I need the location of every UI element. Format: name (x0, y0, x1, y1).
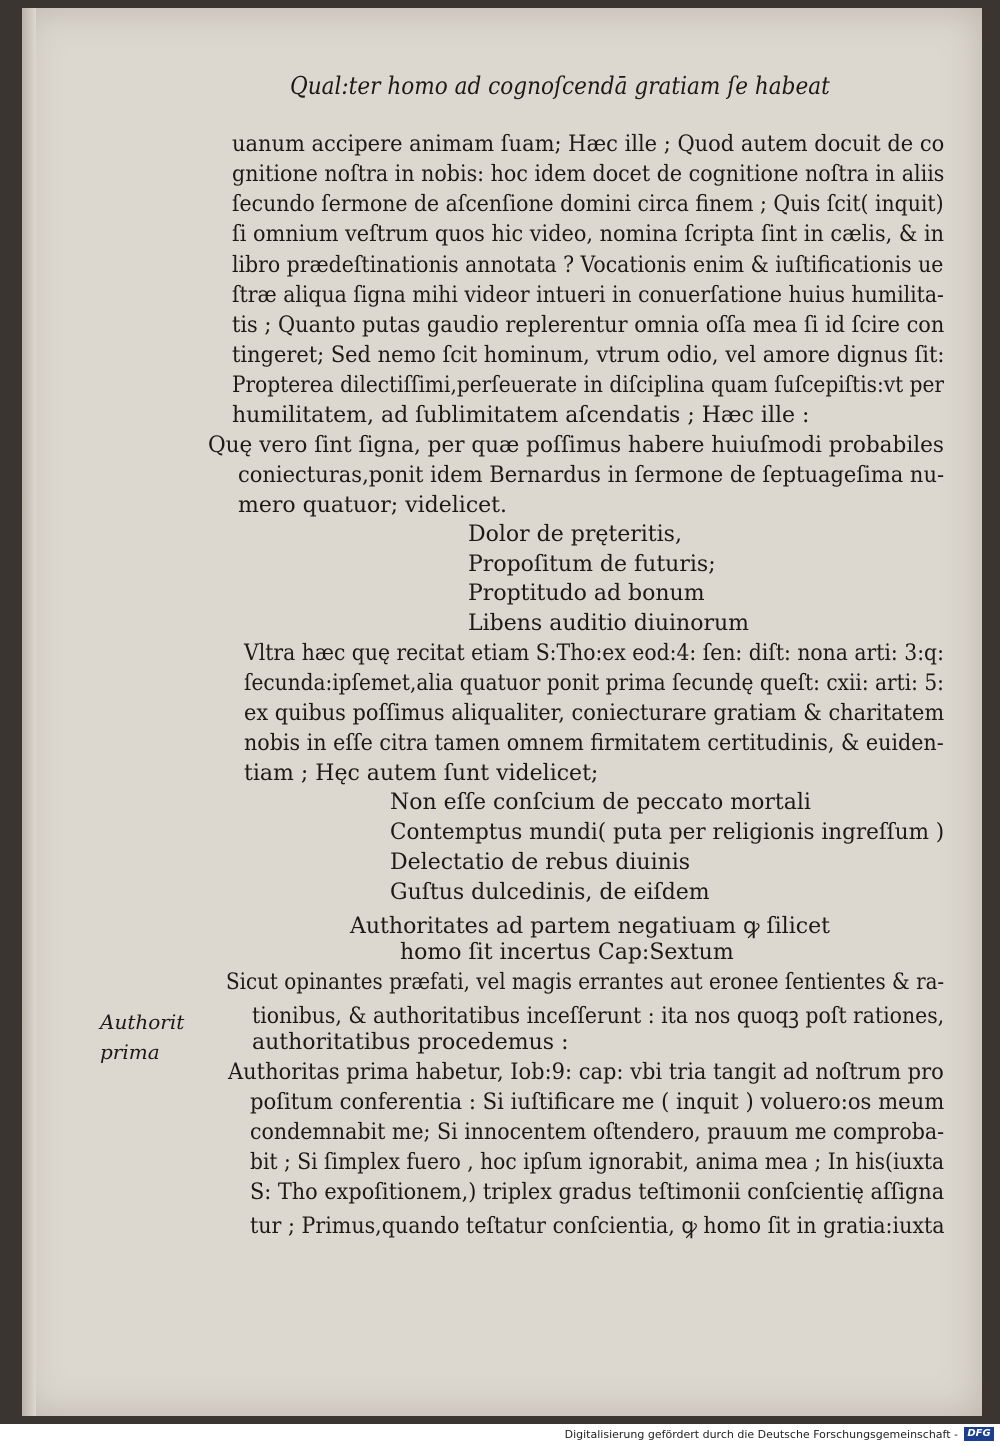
text-line: tur ; Primus,quando teſtatur conſcientia, ꝙ homo ſit in gratia:iuxta (250, 1214, 945, 1239)
text-line: Guſtus dulcedinis, de eiſdem (390, 880, 710, 905)
text-line: Authoritas prima habetur, Iob:9: cap: vbi tria tangit ad noſtrum pro (228, 1060, 944, 1085)
text-line: Libens auditio diuinorum (468, 611, 750, 636)
marginal-note-line-2: prima (100, 1040, 160, 1064)
text-line: Proptitudo ad bonum (468, 581, 705, 606)
text-line: authoritatibus procedemus : (252, 1030, 569, 1055)
text-line: Quę vero ſint ſigna, per quæ poſſimus habere huiuſmodi probabiles (208, 433, 944, 458)
text-line: bit ; Si ſimplex fuero , hoc ipſum ignorabit, anima mea ; In his(iuxta (250, 1150, 945, 1175)
text-line: ex quibus poſſimus aliqualiter, coniecturare gratiam & charitatem (244, 701, 945, 726)
text-line: uanum accipere animam ſuam; Hæc ille ; Quod autem docuit de co (232, 132, 945, 157)
text-line: ſi omnium veſtrum quos hic video, nomina ſcripta ſint in cælis, & in (232, 222, 945, 247)
marginal-note-line-1: Authorit (100, 1010, 185, 1034)
text-line: ſecunda:ipſemet,alia quatuor ponit prima ſecundę queſt: cxii: arti: 5: (244, 671, 944, 696)
text-line: mero quatuor; videlicet. (238, 493, 507, 518)
text-line: Delectatio de rebus diuinis (390, 850, 691, 875)
text-line: ſecundo ſermone de aſcenſione domini circa finem ; Quis ſcit( inquit) (232, 192, 944, 217)
text-line: condemnabit me; Si innocentem oſtendero, prauum me comproba‑ (250, 1120, 945, 1145)
text-line: Propoſitum de futuris; (468, 552, 716, 577)
footer-credit: Digitalisierung gefördert durch die Deutsche Forschungsgemeinschaft - (564, 1428, 958, 1441)
text-line: Non eſſe conſcium de peccato mortali (390, 790, 811, 815)
text-line: Authoritates ad partem negatiuam ꝙ ſilicet (350, 914, 830, 939)
text-line: Vltra hæc quę recitat etiam S:Tho:ex eod:4: ſen: diſt: nona arti: 3:q: (244, 641, 944, 666)
running-head: Qual:ter homo ad cognoſcendā gratiam ſe habeat (290, 72, 830, 100)
text-line: Propterea dilectiſſimi,perſeuerate in diſciplina quam ſuſcepiſtis:vt per (232, 373, 945, 398)
page-gutter-shadow (22, 8, 36, 1416)
text-line: coniecturas,ponit idem Bernardus in ſermone de ſeptuageſima nu‑ (238, 463, 945, 488)
text-line: homo ſit incertus Cap:Sextum (400, 940, 734, 965)
text-line: tis ; Quanto putas gaudio replerentur omnia oſſa mea ſi id ſcire con (232, 313, 945, 338)
text-line: humilitatem, ad ſublimitatem aſcendatis ; Hæc ille : (232, 403, 810, 428)
text-line: tingeret; Sed nemo ſcit hominum, vtrum odio, vel amore dignus ſit: (232, 343, 945, 368)
dfg-logo: DFG (964, 1427, 994, 1441)
text-line: ſtræ aliqua ſigna mihi videor intueri in conuerſatione huius humilita‑ (232, 283, 944, 308)
text-line: tiam ; Hęc autem ſunt videlicet; (244, 761, 599, 786)
text-line: tionibus, & authoritatibus inceſſerunt : ita nos quoqꝫ poſt rationes, (252, 1004, 945, 1029)
text-line: poſitum conferentia : Si iuſtificare me ( inquit ) voluero:os meum (250, 1090, 945, 1115)
text-line: libro prædeſtinationis annotata ? Vocationis enim & iuſtificationis ue (232, 253, 944, 278)
text-line: Contemptus mundi( puta per religionis ingreſſum ) (390, 820, 945, 845)
text-line: S: Tho expoſitionem,) triplex gradus teſtimonii conſcientię aſſigna (250, 1180, 945, 1205)
text-line: Sicut opinantes præfati, vel magis errantes aut eronee ſentientes & ra‑ (226, 970, 945, 995)
text-line: gnitione noſtra in nobis: hoc idem docet de cognitione noſtra in aliis (232, 162, 945, 187)
text-line: nobis in eſſe citra tamen omnem firmitatem certitudinis, & euiden‑ (244, 731, 944, 756)
text-line: Dolor de pręteritis, (468, 522, 682, 547)
